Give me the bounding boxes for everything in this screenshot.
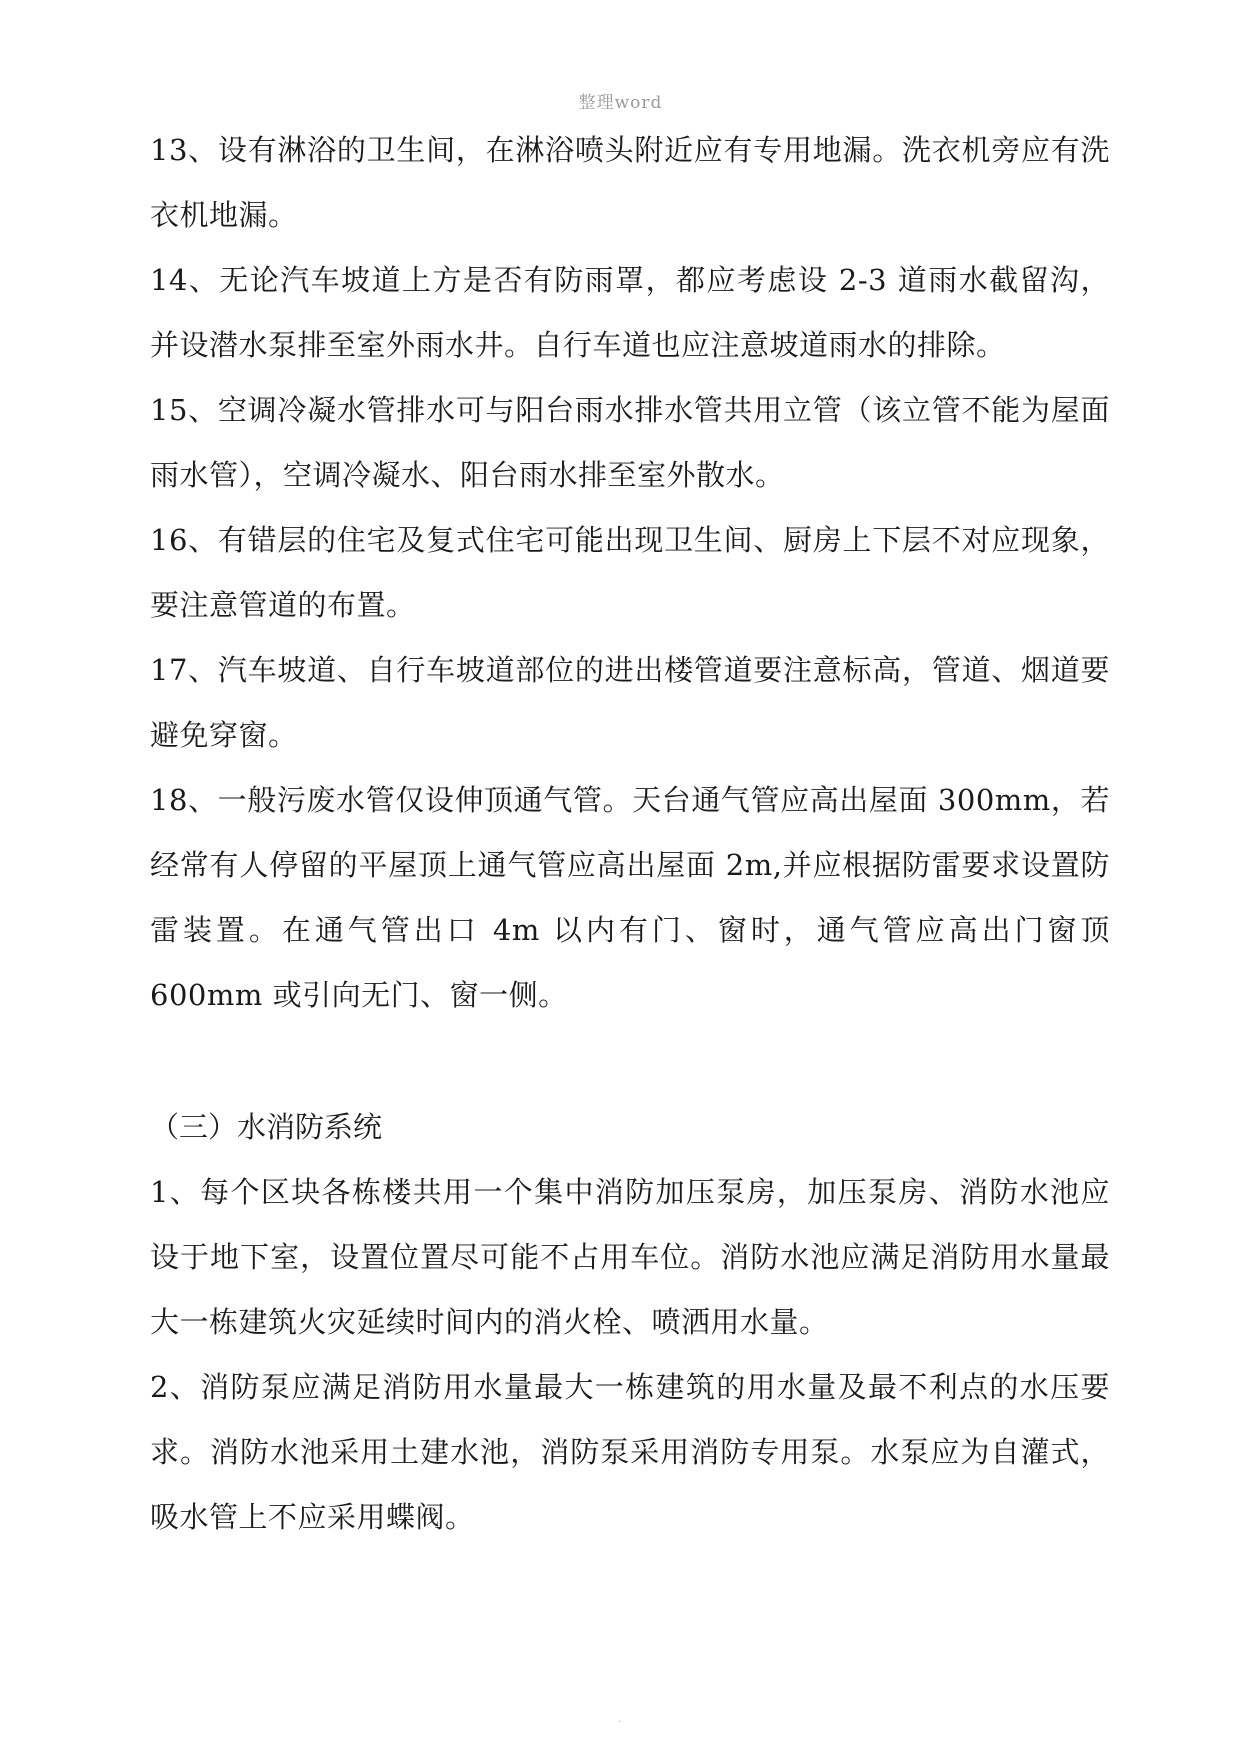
footer-mark: . xyxy=(618,1714,622,1725)
item-17: 17、汽车坡道、自行车坡道部位的进出楼管道要注意标高，管道、烟道要避免穿窗。 xyxy=(150,653,1110,752)
header-watermark: 整理word xyxy=(578,93,663,113)
item-16: 16、有错层的住宅及复式住宅可能出现卫生间、厨房上下层不对应现象，要注意管道的布置。 xyxy=(150,523,1110,622)
item-13: 13、设有淋浴的卫生间，在淋浴喷头附近应有专用地漏。洗衣机旁应有洗衣机地漏。 xyxy=(150,133,1110,232)
fire-item-2: 2、消防泵应满足消防用水量最大一栋建筑的用水量及最不利点的水压要求。消防水池采用土建水池，消防泵采用消防专用泵。水泵应为自灌式，吸水管上不应采用蝶阀。 xyxy=(150,1370,1110,1534)
item-18: 18、一般污废水管仅设伸顶通气管。天台通气管应高出屋面 300mm，若经常有人停留的平屋顶上通气管应高出屋面 2m,并应根据防雷要求设置防雷装置。在通气管出口 4m 以内有门、窗时，通气管应高出门窗顶 600mm 或引向无门、窗一侧。 xyxy=(150,783,1110,1012)
section-title: （三）水消防系统 xyxy=(150,1110,383,1144)
item-15: 15、空调冷凝水管排水可与阳台雨水排水管共用立管（该立管不能为屋面雨水管），空调冷凝水、阳台雨水排至室外散水。 xyxy=(150,393,1110,492)
item-14: 14、无论汽车坡道上方是否有防雨罩，都应考虑设 2-3 道雨水截留沟，并设潜水泵排至室外雨水井。自行车道也应注意坡道雨水的排除。 xyxy=(150,263,1110,362)
document-body xyxy=(150,118,1110,1550)
fire-item-1: 1、每个区块各栋楼共用一个集中消防加压泵房，加压泵房、消防水池应设于地下室，设置位置尽可能不占用车位。消防水池应满足消防用水量最大一栋建筑火灾延续时间内的消火栓、喷洒用水量。 xyxy=(150,1175,1110,1339)
